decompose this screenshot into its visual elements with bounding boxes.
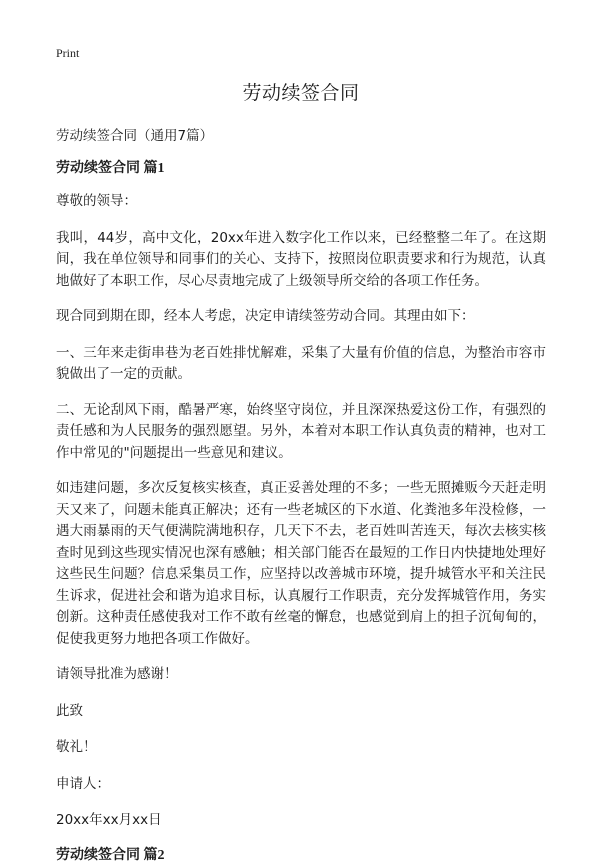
document-subtitle: 劳动续签合同（通用7篇） bbox=[56, 128, 214, 144]
print-link[interactable]: Print bbox=[56, 46, 80, 60]
date-line: 20xx年xx月xx日 bbox=[56, 812, 162, 828]
body-paragraph: 我叫，44岁，高中文化，20xx年进入数字化工作以来，已经整整二年了。在这期间，我在单位领导和同事们的关心、支持下，按照岗位职责要求和行为规范，认真地做好了本职工作，尽心尽责地完成了上级领导所交给的各项工作任务。 bbox=[56, 229, 546, 289]
body-paragraph: 如违建问题，多次反复核实核查，真正妥善处理的不多；一些无照摊贩今天赶走明天又来了，问题未能真正解决；还有一些老城区的下水道、化粪池多年没检修，一遇大雨暴雨的天气便满院满地积存，几天下不去，老百姓叫苦连天，每次去核实核查时见到这些现实情况也深有感触；相关部门能否在最短的工作日内快捷地处理好这些民生问题？信息采集员工作，应坚持以改善城市环境，提升城管水平和关注民生诉求，促进社会和谐为追求目标，认真履行工作职责，充分发挥城管作用，务实创新。这种责任感使我对工作不敢有丝毫的懈怠，也感觉到肩上的担子沉甸甸的，促使我更努力地把各项工作做好。 bbox=[56, 480, 546, 647]
closing-jingli: 敬礼！ bbox=[56, 739, 97, 755]
closing-ci: 此致 bbox=[56, 702, 83, 719]
section-heading-1: 劳动续签合同 篇1 bbox=[56, 161, 165, 176]
body-paragraph: 二、无论刮风下雨，酷暑严寒，始终坚守岗位，并且深深热爱这份工作，有强烈的责任感和为人民服务的强烈愿望。另外，本着对本职工作认真负责的精神，也对工作中常见的"问题提出一些意见和建议。 bbox=[56, 401, 546, 461]
body-paragraph: 一、三年来走街串巷为老百姓排忧解难，采集了大量有价值的信息，为整治市容市貌做出了一定的贡献。 bbox=[56, 344, 546, 382]
closing-request: 请领导批准为感谢！ bbox=[56, 666, 178, 682]
applicant-label: 申请人： bbox=[56, 775, 110, 792]
salutation: 尊敬的领导： bbox=[56, 193, 137, 209]
page-title: 劳动续签合同 bbox=[242, 82, 360, 104]
body-paragraph: 现合同到期在即，经本人考虑，决定申请续签劳动合同。其理由如下： bbox=[56, 308, 475, 324]
section-heading-2: 劳动续签合同 篇2 bbox=[56, 847, 165, 863]
